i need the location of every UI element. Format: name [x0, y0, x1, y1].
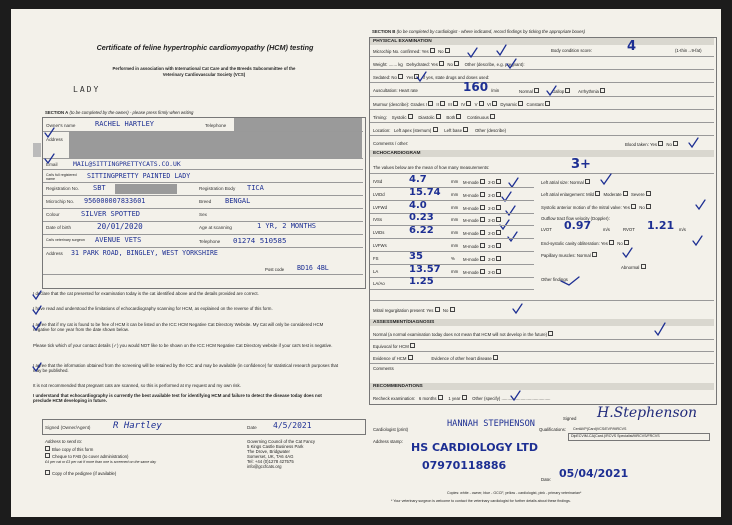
subtitle-line-2: Veterinary Cardiovascular Society (VCS)	[162, 72, 246, 77]
telephone-label: Telephone	[205, 123, 227, 128]
la-size: Left atrial size: Normal	[541, 179, 592, 185]
location-row: Location: Left apex (sternum) Left base Other (describe)	[373, 128, 507, 133]
echo-label-lvfws: LVFWs	[373, 243, 387, 248]
blood-taken: Blood taken: Yes No	[625, 141, 680, 147]
age-label: Age at scanning	[199, 225, 232, 230]
declaration-5: I agree that the information obtained from the screening will be retained by the ICC and may be available (in confidence) for statistical research purposes that may be published.	[33, 363, 339, 374]
weight-row: Weight: ....... kg Dehydrated: Yes No Other (describe, e.g. pregnant):	[373, 62, 525, 67]
echo-unit: mm	[451, 268, 459, 274]
rule	[370, 200, 534, 201]
tick-icon	[689, 138, 698, 147]
sedated-row: Sedated: No Yes If yes, state drugs and doses used:	[373, 75, 490, 80]
endsys-row: End-systolic cavity obliteration: Yes No	[541, 240, 631, 246]
recheck-row: Recheck examination: 6 months 1 year Other (specify) .........................................	[373, 396, 551, 401]
echo-value-lvidd: 15.74	[409, 186, 441, 198]
timing-row: Timing: Systolic Diastolic Both Continuous	[373, 114, 713, 120]
echo-unit: mm	[451, 243, 459, 248]
rule	[370, 238, 534, 239]
rvot-unit: m/s	[679, 227, 686, 232]
declaration-3: I agree that if my cat is found to be free of HCM it can be listed on the ICC HCM Negative Cat Directory Website. My Cat will only be considered HCM negative for one year from the date shown below.	[33, 322, 324, 333]
send-option-2: Cheque to FAB (to cover administration)	[45, 453, 128, 459]
regname-value: SITTINGPRETTY PAINTED LADY	[87, 172, 191, 180]
dob-value: 20/01/2020	[97, 222, 143, 231]
qualifications-label: Qualifications:	[539, 427, 566, 432]
echo-unit: mm	[451, 230, 459, 236]
declaration-2: I have read and understood the limitations of echocardiography scanning for HCM, as explained on the reverse of this form.	[33, 306, 273, 311]
echo-mode-options: M-mode 2-D	[463, 217, 503, 223]
tick-icon	[45, 128, 54, 137]
regname-label: Cat's full registered name	[46, 173, 77, 182]
assessment-normal: Normal (a normal examination today does not mean that HCM will not develop in the future)	[373, 331, 555, 337]
tick-icon	[508, 232, 517, 241]
regbody-value: TICA	[247, 184, 264, 192]
echo-heading: ECHOCARDIOGRAM	[370, 150, 714, 157]
owner-date-value: 4/5/2021	[273, 421, 312, 430]
rule	[370, 225, 534, 226]
microchip-confirmed: Microchip No. confirmed: Yes No	[373, 48, 452, 54]
rule	[370, 213, 534, 214]
comments-row: Comments / other:	[373, 141, 409, 146]
echo-label-fs: FS	[373, 255, 379, 261]
tick-icon	[33, 322, 41, 330]
postcode-value: BD16 4BL	[297, 264, 329, 272]
measurements-value: 3+	[571, 157, 591, 172]
echo-mode-options: M-mode 2-D	[463, 192, 503, 198]
certificate-title: Certificate of feline hypertrophic cardiomyopathy (HCM) testing	[96, 43, 314, 52]
postcode-label: Post code	[265, 267, 285, 272]
section-b-date-label: Date:	[541, 477, 552, 482]
dob-label: Date of birth	[46, 225, 72, 230]
rule	[370, 187, 534, 188]
regnum-value: SBT	[93, 184, 106, 192]
age-value: 1 YR, 2 MONTHS	[257, 222, 317, 230]
echo-mode-options: M-mode 2-D	[463, 230, 503, 236]
tick-icon	[33, 363, 41, 371]
regnum-label: Registration No.	[46, 186, 79, 191]
declaration-4: Please tick which of your contact details (✓) you would NOT like to be shown on the ICC HCM Negative Cat Directory website if your cat's test is negative.	[33, 343, 333, 348]
stamp-line-1: HS CARDIOLOGY LTD	[411, 441, 538, 454]
physical-exam-heading: PHYSICAL EXAMINATION	[370, 38, 714, 45]
tick-icon	[45, 154, 54, 163]
declaration-1: I declare that the cat presented for examination today is the cat identified above and the details provided are correct.	[33, 291, 259, 296]
cardiologist-label: Cardiologist (print)	[373, 427, 409, 432]
breed-label: Breed	[199, 199, 212, 204]
declaration-6: It is not recommended that pregnant cats are scanned, so this is performed at my request and my own risk.	[33, 383, 241, 388]
echo-value-lvfwd: 4.0	[409, 199, 427, 211]
assessment-comments: Comments	[373, 366, 394, 371]
tel2-value: 01274 510585	[233, 236, 287, 245]
subtitle-line-1: Performed in association with International Cat Care and the Breeds Subcommittee of the	[112, 66, 296, 71]
outflow-label: Outflow tract flow velocity (Doppler):	[541, 216, 610, 221]
echo-unit: mm	[451, 217, 459, 223]
microchip-value: 956000007833601	[84, 197, 146, 205]
tick-icon	[507, 59, 516, 68]
papillary-abnormal: Abnormal	[621, 264, 648, 270]
rule	[370, 277, 534, 278]
lvot-unit: m/s	[603, 227, 610, 232]
send-option-1: Blue copy of this form	[45, 446, 93, 452]
owner-date-label: Date	[247, 425, 257, 430]
echo-unit: %	[451, 255, 455, 261]
papillary-row: Papillary muscles: Normal	[541, 252, 599, 258]
assessment-evidence: Evidence of HCM Evidence of other heart disease	[373, 355, 500, 361]
lvot-label: LVOT	[541, 227, 552, 232]
echo-value-fs: 35	[409, 250, 423, 262]
tick-icon	[623, 248, 632, 257]
tick-icon	[601, 174, 611, 184]
echo-value-la-ao: 1.25	[409, 276, 434, 288]
colour-value: SILVER SPOTTED	[81, 210, 141, 218]
address-label: Address	[46, 137, 63, 142]
email-label: Email	[46, 162, 58, 167]
echo-mode-options: M-mode 2-D	[463, 256, 503, 262]
tick-icon	[696, 200, 705, 209]
microchip-label: Microchip No.	[46, 199, 75, 204]
echo-unit: mm	[451, 191, 459, 197]
owner-value: RACHEL HARTLEY	[95, 120, 155, 128]
vet-label: Cat's veterinary surgeon	[46, 238, 85, 242]
body-condition: Body condition score:	[551, 48, 593, 53]
echo-mode-options: M-mode 2-D	[463, 205, 503, 211]
tick-icon	[513, 304, 522, 313]
section-b-signed-label: Signed	[563, 416, 577, 421]
section-a-heading: SECTION A (to be completed by the owner) - please press firmly when writing	[45, 110, 194, 115]
cardiologist-value: HANNAH STEPHENSON	[447, 419, 535, 429]
tick-icon	[33, 306, 41, 314]
regbody-label: Registration Body	[199, 186, 236, 191]
tick-icon	[506, 206, 515, 215]
echo-mode-options: M-mode 2-D	[463, 243, 503, 249]
tick-icon	[468, 48, 477, 57]
assessment-equivocal: Equivocal for HCM	[373, 343, 417, 349]
owner-signed-value: R Hartley	[113, 421, 162, 431]
echo-label-ivsd: IVSd	[373, 179, 383, 184]
footnote: * Your veterinary surgeon is welcome to contact the veterinary cardiologist for further details about these findings.	[391, 499, 571, 503]
heart-rate-unit: /min	[491, 88, 500, 93]
handwritten-cat-name: LADY	[73, 85, 101, 94]
owner-signed-label: Signed (Owner/Agent)	[45, 425, 91, 430]
tel2-label: Telephone	[199, 239, 221, 244]
send-label: Address to send to:	[45, 439, 83, 444]
tick-icon	[561, 277, 579, 285]
tick-icon	[509, 178, 518, 187]
rvot-value: 1.21	[647, 219, 675, 232]
echo-label-lvidd: LVIDd	[373, 191, 385, 197]
heart-rate-value: 160	[463, 80, 489, 94]
body-condition-scale: (1-thin→9-fat)	[675, 48, 702, 53]
address-stamp-label: Address stamp:	[373, 439, 403, 444]
measurements-label: The values below are the mean of how many measurements:	[373, 165, 490, 170]
echo-unit: mm	[451, 204, 459, 210]
echo-label-la-ao: LA/Ao	[373, 281, 385, 287]
tick-icon	[497, 45, 506, 55]
mitral-regurg: Mitral regurgitation present: Yes No	[373, 307, 457, 313]
vet-value: AVENUE VETS	[95, 236, 142, 244]
copies-line: Copies: white - owner, blue - GCCF, yellow - cardiologist, pink - primary veterinarian*	[447, 491, 582, 495]
stamp-line-2: 07970118886	[422, 459, 507, 472]
auscultation-opts: Normal Gallop Arrhythmia	[519, 88, 709, 94]
tick-icon	[33, 291, 41, 299]
echo-unit: mm	[451, 179, 459, 184]
rule	[370, 289, 534, 290]
echo-mode-options: M-mode 2-D	[463, 179, 503, 185]
tick-icon	[655, 323, 665, 335]
sam-row: Systolic anterior motion of the mitral valve: Yes No	[541, 204, 716, 210]
echo-value-la: 13.57	[409, 263, 441, 275]
colour-label: Colour	[46, 212, 60, 217]
address2-label: Address	[46, 251, 63, 256]
rvot-label: RVOT	[623, 227, 635, 232]
la-enlargement: Left atrial enlargement: Mild Moderate Severe	[541, 191, 711, 197]
handwritten-ticks	[11, 9, 721, 517]
owner-label: Owner's name	[46, 123, 76, 128]
body-condition-value: 4	[627, 39, 637, 54]
send-option-3: £4 per cat or £3 per cat if more than one is screened on the same day	[45, 460, 157, 464]
lvot-value: 0.97	[564, 219, 592, 232]
tick-icon	[511, 391, 520, 400]
qualification-line-2: DipECVIM-CA(Card.)/RCVS Specialist/MRCVS/FRCVS	[571, 434, 660, 438]
murmur-row: Murmur (describe): Grades I II III IV V VI Dynamic Constant	[373, 101, 713, 107]
rule	[370, 251, 534, 252]
email-value: MAIL@SITTINGPRETTYCATS.CO.UK	[73, 160, 181, 168]
tick-icon	[693, 236, 702, 245]
declaration-7: I understand that echocardiography is currently the best available test for identifying HCM and failure to detect the disease today does not preclude HCM developing in future.	[33, 393, 322, 404]
echo-value-ivsd: 4.7	[409, 174, 427, 185]
sex-label: Sex	[199, 212, 207, 217]
tick-icon	[547, 86, 556, 95]
address2-value: 31 PARK ROAD, BINGLEY, WEST YORKSHIRE	[71, 249, 218, 257]
rule	[370, 264, 534, 265]
section-b-heading: SECTION B (to be completed by cardiologist - where indicated, record findings by ticking the appropriate boxes)	[372, 29, 586, 34]
other-findings: Other findings	[541, 277, 568, 282]
breed-value: BENGAL	[225, 197, 251, 205]
echo-value-ivss: 0.23	[409, 212, 434, 224]
echo-label-lvids: LVIDs	[373, 230, 385, 236]
echo-label-lvfwd: LVFWd	[373, 204, 388, 210]
echo-label-la: LA	[373, 268, 379, 274]
assessment-heading: ASSESSMENT/DIAGNOSIS	[370, 319, 714, 326]
recommendations-heading: RECOMMENDATIONS	[370, 383, 714, 390]
qualifications-value: CertAVP(Card)VCS/EVP/MRCVS	[573, 427, 627, 431]
section-b-date-value: 05/04/2021	[559, 467, 629, 480]
echo-label-ivss: IVSs	[373, 217, 383, 223]
cardiologist-signature: H.Stephenson	[597, 405, 698, 421]
send-option-4: Copy of the pedigree (if available)	[45, 470, 116, 476]
tick-icon	[417, 72, 426, 81]
echo-value-lvids: 6.22	[409, 225, 434, 237]
council-address: Governing Council of the Cat Fancy 5 Kings Castle Business Park The Drove, Bridgwater Somerset, UK, TA6 4AG Tel: +44 (0)1278 427575 info@gccfcats.org	[247, 439, 316, 469]
echo-mode-options: M-mode 2-D	[463, 269, 503, 275]
certificate-sheet	[11, 9, 721, 517]
auscultation-row: Auscultation: Heart rate	[373, 88, 418, 93]
